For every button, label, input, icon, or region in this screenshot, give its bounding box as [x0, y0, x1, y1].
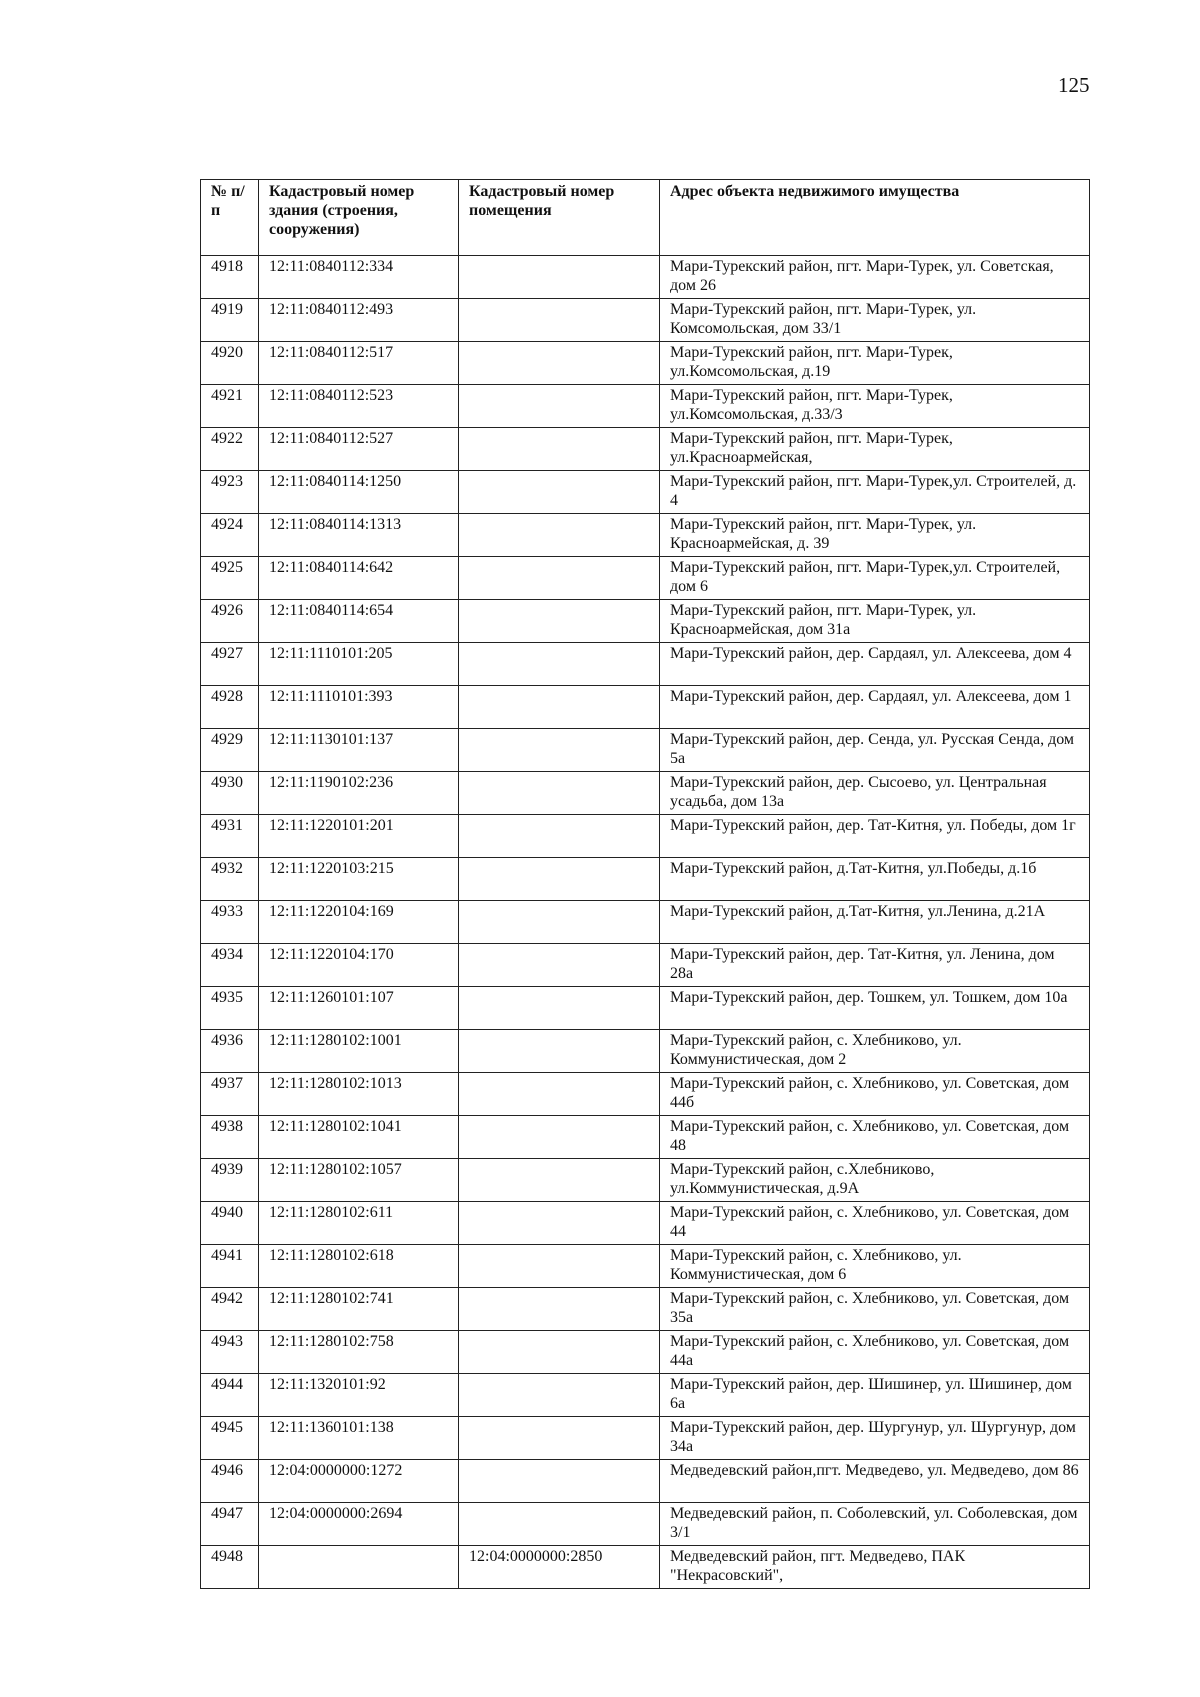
building-cadastral-number: 12:11:0840114:1250 [259, 471, 459, 514]
table-row [201, 686, 1090, 729]
table-row [201, 514, 1090, 557]
room-cadastral-number [459, 600, 660, 643]
building-cadastral-number: 12:11:1110101:393 [259, 686, 459, 729]
property-address: Мари-Турекский район, пгт. Мари-Турек,ул. Строителей, д. 4 [660, 471, 1090, 514]
building-cadastral-number: 12:11:1280102:1041 [259, 1116, 459, 1159]
building-cadastral-number: 12:11:0840112:527 [259, 428, 459, 471]
room-cadastral-number [459, 1030, 660, 1073]
building-cadastral-number: 12:11:1220101:201 [259, 815, 459, 858]
building-cadastral-number: 12:11:0840114:654 [259, 600, 459, 643]
building-cadastral-number: 12:11:1130101:137 [259, 729, 459, 772]
row-number: 4928 [201, 686, 259, 729]
table-row [201, 600, 1090, 643]
header-building-cadastral: Кадастровый номер здания (строения, сооружения) [259, 180, 459, 256]
building-cadastral-number: 12:11:1280102:741 [259, 1288, 459, 1331]
header-number: № п/п [201, 180, 259, 256]
building-cadastral-number: 12:11:0840112:493 [259, 299, 459, 342]
row-number: 4948 [201, 1546, 259, 1589]
property-address: Мари-Турекский район, пгт. Мари-Турек, ул.Комсомольская, д.19 [660, 342, 1090, 385]
table-row [201, 643, 1090, 686]
table-row [201, 1503, 1090, 1546]
property-address: Медведевский район, пгт. Медведево, ПАК "Некрасовский", [660, 1546, 1090, 1589]
property-address: Мари-Турекский район, с.Хлебниково, ул.Коммунистическая, д.9А [660, 1159, 1090, 1202]
property-address: Мари-Турекский район, с. Хлебниково, ул. Коммунистическая, дом 6 [660, 1245, 1090, 1288]
row-number: 4920 [201, 342, 259, 385]
building-cadastral-number: 12:11:0840114:642 [259, 557, 459, 600]
building-cadastral-number: 12:11:1280102:1001 [259, 1030, 459, 1073]
room-cadastral-number [459, 428, 660, 471]
property-address: Мари-Турекский район, с. Хлебниково, ул. Советская, дом 44 [660, 1202, 1090, 1245]
property-address: Мари-Турекский район, дер. Сенда, ул. Русская Сенда, дом 5а [660, 729, 1090, 772]
room-cadastral-number [459, 858, 660, 901]
room-cadastral-number [459, 1417, 660, 1460]
table-row [201, 815, 1090, 858]
room-cadastral-number [459, 772, 660, 815]
table-row [201, 1030, 1090, 1073]
property-address: Мари-Турекский район, пгт. Мари-Турек,ул. Строителей, дом 6 [660, 557, 1090, 600]
building-cadastral-number: 12:11:1280102:618 [259, 1245, 459, 1288]
property-registry-table [200, 179, 1090, 1589]
table-row [201, 729, 1090, 772]
row-number: 4943 [201, 1331, 259, 1374]
room-cadastral-number [459, 342, 660, 385]
building-cadastral-number: 12:04:0000000:2694 [259, 1503, 459, 1546]
room-cadastral-number [459, 643, 660, 686]
property-address: Мари-Турекский район, с. Хлебниково, ул. Советская, дом 48 [660, 1116, 1090, 1159]
table-row [201, 1159, 1090, 1202]
table-row [201, 987, 1090, 1030]
room-cadastral-number [459, 686, 660, 729]
table-row [201, 385, 1090, 428]
table-body [201, 256, 1090, 1589]
room-cadastral-number [459, 944, 660, 987]
table-row [201, 1245, 1090, 1288]
room-cadastral-number [459, 729, 660, 772]
table-row [201, 1374, 1090, 1417]
table-row [201, 471, 1090, 514]
property-address: Мари-Турекский район, пгт. Мари-Турек, ул.Комсомольская, д.33/3 [660, 385, 1090, 428]
row-number: 4937 [201, 1073, 259, 1116]
building-cadastral-number: 12:11:1280102:1057 [259, 1159, 459, 1202]
room-cadastral-number [459, 901, 660, 944]
row-number: 4945 [201, 1417, 259, 1460]
building-cadastral-number: 12:11:1280102:1013 [259, 1073, 459, 1116]
row-number: 4924 [201, 514, 259, 557]
row-number: 4922 [201, 428, 259, 471]
room-cadastral-number [459, 987, 660, 1030]
property-address: Мари-Турекский район, дер. Сардаял, ул. Алексеева, дом 4 [660, 643, 1090, 686]
table-row [201, 1202, 1090, 1245]
row-number: 4939 [201, 1159, 259, 1202]
table-row [201, 944, 1090, 987]
property-address: Мари-Турекский район, дер. Тат-Китня, ул. Победы, дом 1г [660, 815, 1090, 858]
property-address: Медведевский район,пгт. Медведево, ул. Медведево, дом 86 [660, 1460, 1090, 1503]
table-row [201, 772, 1090, 815]
table-row [201, 858, 1090, 901]
row-number: 4931 [201, 815, 259, 858]
building-cadastral-number: 12:11:1220104:169 [259, 901, 459, 944]
room-cadastral-number [459, 1159, 660, 1202]
property-address: Мари-Турекский район, пгт. Мари-Турек, ул. Комсомольская, дом 33/1 [660, 299, 1090, 342]
room-cadastral-number: 12:04:0000000:2850 [459, 1546, 660, 1589]
row-number: 4942 [201, 1288, 259, 1331]
room-cadastral-number [459, 815, 660, 858]
room-cadastral-number [459, 1503, 660, 1546]
table-header [201, 180, 1090, 256]
table-row [201, 256, 1090, 299]
room-cadastral-number [459, 1460, 660, 1503]
property-address: Медведевский район, п. Соболевский, ул. Соболевская, дом 3/1 [660, 1503, 1090, 1546]
property-address: Мари-Турекский район, пгт. Мари-Турек, ул.Красноармейская, [660, 428, 1090, 471]
building-cadastral-number: 12:11:1320101:92 [259, 1374, 459, 1417]
table-row [201, 1460, 1090, 1503]
room-cadastral-number [459, 557, 660, 600]
table-row [201, 1288, 1090, 1331]
row-number: 4946 [201, 1460, 259, 1503]
building-cadastral-number: 12:11:0840114:1313 [259, 514, 459, 557]
row-number: 4923 [201, 471, 259, 514]
row-number: 4934 [201, 944, 259, 987]
table-row [201, 1417, 1090, 1460]
building-cadastral-number [259, 1546, 459, 1589]
building-cadastral-number: 12:11:1220104:170 [259, 944, 459, 987]
table-row [201, 1546, 1090, 1589]
property-address: Мари-Турекский район, дер. Тат-Китня, ул. Ленина, дом 28а [660, 944, 1090, 987]
building-cadastral-number: 12:11:0840112:523 [259, 385, 459, 428]
row-number: 4933 [201, 901, 259, 944]
table-row [201, 901, 1090, 944]
table-row [201, 1116, 1090, 1159]
table-row [201, 1331, 1090, 1374]
row-number: 4925 [201, 557, 259, 600]
property-address: Мари-Турекский район, дер. Шишинер, ул. Шишинер, дом 6а [660, 1374, 1090, 1417]
building-cadastral-number: 12:11:1280102:758 [259, 1331, 459, 1374]
property-address: Мари-Турекский район, дер. Сардаял, ул. Алексеева, дом 1 [660, 686, 1090, 729]
property-address: Мари-Турекский район, пгт. Мари-Турек, ул. Красноармейская, дом 31а [660, 600, 1090, 643]
property-address: Мари-Турекский район, с. Хлебниково, ул. Советская, дом 44а [660, 1331, 1090, 1374]
header-room-cadastral: Кадастровый номер помещения [459, 180, 660, 256]
building-cadastral-number: 12:11:1360101:138 [259, 1417, 459, 1460]
row-number: 4936 [201, 1030, 259, 1073]
property-address: Мари-Турекский район, пгт. Мари-Турек, ул. Красноармейская, д. 39 [660, 514, 1090, 557]
header-address: Адрес объекта недвижимого имущества [660, 180, 1090, 256]
property-address: Мари-Турекский район, с. Хлебниково, ул. Советская, дом 35а [660, 1288, 1090, 1331]
room-cadastral-number [459, 1331, 660, 1374]
property-address: Мари-Турекский район, д.Тат-Китня, ул.Ленина, д.21А [660, 901, 1090, 944]
row-number: 4932 [201, 858, 259, 901]
building-cadastral-number: 12:11:1260101:107 [259, 987, 459, 1030]
room-cadastral-number [459, 1116, 660, 1159]
table-row [201, 428, 1090, 471]
building-cadastral-number: 12:11:1190102:236 [259, 772, 459, 815]
row-number: 4918 [201, 256, 259, 299]
room-cadastral-number [459, 514, 660, 557]
table-row [201, 299, 1090, 342]
property-address: Мари-Турекский район, с. Хлебниково, ул. Советская, дом 44б [660, 1073, 1090, 1116]
row-number: 4947 [201, 1503, 259, 1546]
row-number: 4944 [201, 1374, 259, 1417]
property-address: Мари-Турекский район, с. Хлебниково, ул. Коммунистическая, дом 2 [660, 1030, 1090, 1073]
building-cadastral-number: 12:11:1110101:205 [259, 643, 459, 686]
building-cadastral-number: 12:11:1280102:611 [259, 1202, 459, 1245]
row-number: 4926 [201, 600, 259, 643]
property-address: Мари-Турекский район, дер. Шургунур, ул. Шургунур, дом 34а [660, 1417, 1090, 1460]
property-address: Мари-Турекский район, дер. Тошкем, ул. Тошкем, дом 10а [660, 987, 1090, 1030]
room-cadastral-number [459, 1073, 660, 1116]
room-cadastral-number [459, 1202, 660, 1245]
room-cadastral-number [459, 1288, 660, 1331]
table-row [201, 1073, 1090, 1116]
room-cadastral-number [459, 1245, 660, 1288]
header-row [201, 180, 1090, 256]
row-number: 4938 [201, 1116, 259, 1159]
building-cadastral-number: 12:11:0840112:334 [259, 256, 459, 299]
building-cadastral-number: 12:11:0840112:517 [259, 342, 459, 385]
property-address: Мари-Турекский район, дер. Сысоево, ул. Центральная усадьба, дом 13а [660, 772, 1090, 815]
room-cadastral-number [459, 1374, 660, 1417]
property-address: Мари-Турекский район, д.Тат-Китня, ул.Победы, д.1б [660, 858, 1090, 901]
row-number: 4921 [201, 385, 259, 428]
building-cadastral-number: 12:11:1220103:215 [259, 858, 459, 901]
page-number: 125 [1058, 73, 1090, 97]
room-cadastral-number [459, 385, 660, 428]
row-number: 4927 [201, 643, 259, 686]
row-number: 4941 [201, 1245, 259, 1288]
property-address: Мари-Турекский район, пгт. Мари-Турек, ул. Советская, дом 26 [660, 256, 1090, 299]
building-cadastral-number: 12:04:0000000:1272 [259, 1460, 459, 1503]
row-number: 4930 [201, 772, 259, 815]
room-cadastral-number [459, 471, 660, 514]
row-number: 4919 [201, 299, 259, 342]
row-number: 4940 [201, 1202, 259, 1245]
table-row [201, 557, 1090, 600]
table-row [201, 342, 1090, 385]
room-cadastral-number [459, 299, 660, 342]
row-number: 4929 [201, 729, 259, 772]
room-cadastral-number [459, 256, 660, 299]
row-number: 4935 [201, 987, 259, 1030]
